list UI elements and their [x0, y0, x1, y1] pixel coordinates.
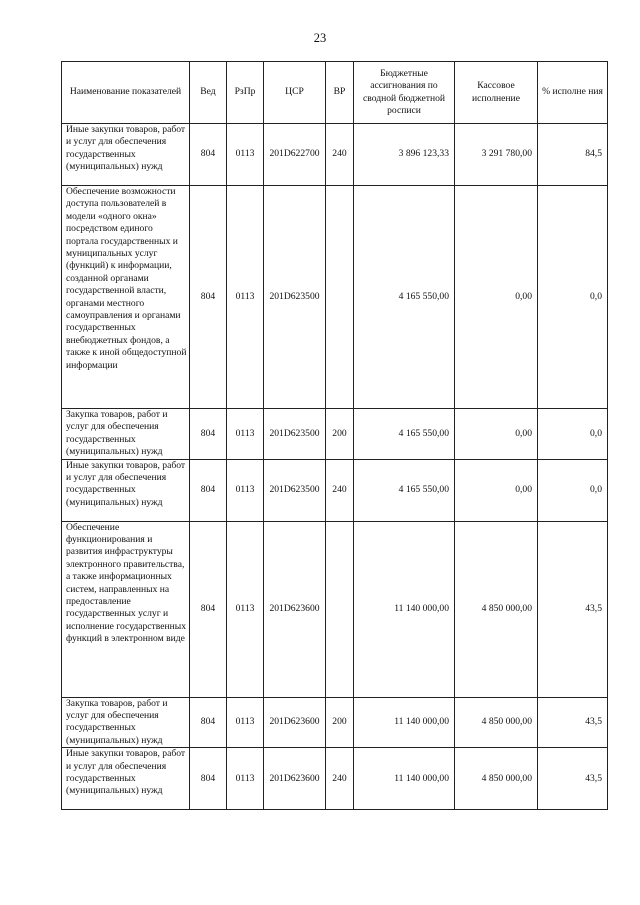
row-rzpr: 0113: [227, 697, 264, 748]
row-name: Закупка товаров, работ и услуг для обеспечения государственных (муниципальных) нужд: [62, 697, 190, 748]
header-budget-allocation: Бюджетные ассигнования по сводной бюджетной росписи: [354, 62, 455, 124]
row-ved: 804: [190, 521, 227, 697]
budget-execution-table: [61, 61, 608, 810]
row-ved: 804: [190, 748, 227, 810]
header-indicator-name: Наименование показателей: [62, 62, 190, 124]
row-csr: 201D623500: [264, 459, 326, 521]
table-row: [62, 124, 608, 186]
row-budget: 4 165 550,00: [354, 186, 455, 409]
row-ved: 804: [190, 697, 227, 748]
row-ved: 804: [190, 186, 227, 409]
row-name: Обеспечение возможности доступа пользователей в модели «одного окна» посредством единого портала государственных и муниципальных услуг (функций) к информации, созданной органами государственной власти, органами местного самоуправления и органами государственных внебюджетных фондов, а также к иной общедоступной информации: [62, 186, 190, 409]
row-name: Закупка товаров, работ и услуг для обеспечения государственных (муниципальных) нужд: [62, 409, 190, 460]
row-vr: 200: [326, 409, 354, 460]
row-pct: 43,5: [538, 748, 608, 810]
header-csr: ЦСР: [264, 62, 326, 124]
row-ved: 804: [190, 124, 227, 186]
row-name: Иные закупки товаров, работ и услуг для обеспечения государственных (муниципальных) нужд: [62, 459, 190, 521]
row-pct: 0,0: [538, 459, 608, 521]
row-cash: 4 850 000,00: [455, 748, 538, 810]
row-rzpr: 0113: [227, 748, 264, 810]
row-csr: 201D623600: [264, 748, 326, 810]
row-csr: 201D623600: [264, 697, 326, 748]
row-pct: 0,0: [538, 186, 608, 409]
header-cash-execution: Кассовое исполнение: [455, 62, 538, 124]
row-ved: 804: [190, 459, 227, 521]
row-vr: 240: [326, 459, 354, 521]
row-cash: 4 850 000,00: [455, 697, 538, 748]
row-vr: 240: [326, 124, 354, 186]
row-rzpr: 0113: [227, 521, 264, 697]
row-budget: 4 165 550,00: [354, 459, 455, 521]
row-cash: 0,00: [455, 459, 538, 521]
row-rzpr: 0113: [227, 409, 264, 460]
row-vr: [326, 186, 354, 409]
page-number: 23: [313, 31, 327, 45]
header-vr: ВР: [326, 62, 354, 124]
row-name: Обеспечение функционирования и развития инфраструктуры электронного правительства, а также информационных систем, направленных на предоставление государственных услуг и исполнение государственных функций в электронном виде: [62, 521, 190, 697]
table-row: [62, 459, 608, 521]
row-budget: 11 140 000,00: [354, 521, 455, 697]
row-rzpr: 0113: [227, 459, 264, 521]
header-execution-percent: % исполне ния: [538, 62, 608, 124]
header-rzpr: РзПр: [227, 62, 264, 124]
table-row: [62, 748, 608, 810]
row-cash: 3 291 780,00: [455, 124, 538, 186]
row-csr: 201D623500: [264, 186, 326, 409]
table-row: [62, 521, 608, 697]
row-budget: 3 896 123,33: [354, 124, 455, 186]
table-row: [62, 409, 608, 460]
row-pct: 0,0: [538, 409, 608, 460]
row-budget: 4 165 550,00: [354, 409, 455, 460]
row-rzpr: 0113: [227, 186, 264, 409]
row-vr: 200: [326, 697, 354, 748]
row-name: Иные закупки товаров, работ и услуг для обеспечения государственных (муниципальных) нужд: [62, 124, 190, 186]
row-cash: 4 850 000,00: [455, 521, 538, 697]
row-cash: 0,00: [455, 409, 538, 460]
row-ved: 804: [190, 409, 227, 460]
header-ved: Вед: [190, 62, 227, 124]
row-name: Иные закупки товаров, работ и услуг для обеспечения государственных (муниципальных) нужд: [62, 748, 190, 810]
row-budget: 11 140 000,00: [354, 748, 455, 810]
row-budget: 11 140 000,00: [354, 697, 455, 748]
row-rzpr: 0113: [227, 124, 264, 186]
row-vr: [326, 521, 354, 697]
row-cash: 0,00: [455, 186, 538, 409]
row-csr: 201D623500: [264, 409, 326, 460]
row-pct: 43,5: [538, 697, 608, 748]
row-pct: 84,5: [538, 124, 608, 186]
row-pct: 43,5: [538, 521, 608, 697]
row-csr: 201D622700: [264, 124, 326, 186]
table-row: [62, 697, 608, 748]
table-row: [62, 186, 608, 409]
row-vr: 240: [326, 748, 354, 810]
row-csr: 201D623600: [264, 521, 326, 697]
table-header-row: [62, 62, 608, 124]
